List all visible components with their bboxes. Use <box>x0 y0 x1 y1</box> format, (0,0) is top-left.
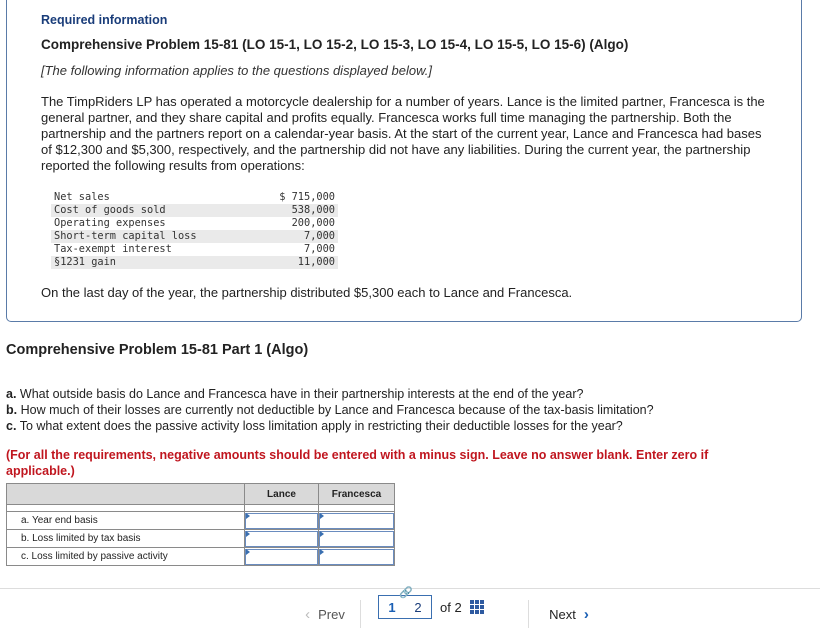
results-amount: 200,000 <box>291 217 335 229</box>
prev-button[interactable] <box>290 600 361 628</box>
part-title: Comprehensive Problem 15-81 Part 1 (Algo) <box>6 342 309 358</box>
flag-icon <box>246 531 250 537</box>
question-a: a. What outside basis do Lance and Francesca have in their partnership interests at the end of the year? <box>6 387 584 401</box>
lance-loss-passive-input[interactable] <box>245 549 318 565</box>
results-label: Operating expenses <box>54 217 166 229</box>
required-info-heading: Required information <box>41 13 168 27</box>
results-amount: 7,000 <box>262 230 338 243</box>
results-amount: $ 715,000 <box>279 191 335 203</box>
next-label: Next <box>549 606 576 622</box>
flag-icon <box>246 549 250 555</box>
distribution-note: On the last day of the year, the partnership distributed $5,300 each to Lance and Francesca. <box>41 285 573 300</box>
question-list <box>6 386 654 434</box>
results-amount: 11,000 <box>262 256 338 269</box>
results-row <box>51 243 338 256</box>
row-label: a. Year end basis <box>7 512 245 530</box>
row-label: b. Loss limited by tax basis <box>7 530 245 548</box>
results-row <box>51 217 338 230</box>
link-icon: 🔗 <box>399 587 413 599</box>
prev-label: Prev <box>318 606 345 622</box>
instruction-warning: (For all the requirements, negative amounts should be entered with a minus sign. Leave no answer blank. Enter zero if applicable.) <box>6 448 709 478</box>
results-row <box>51 230 338 243</box>
results-label: §1231 gain <box>51 256 262 269</box>
chevron-right-icon: › <box>583 605 589 623</box>
results-label: Tax-exempt interest <box>54 243 172 255</box>
problem-paragraph: The TimpRiders LP has operated a motorcycle dealership for a number of years. Lance is the limited partner, Francesca is the general partner, and they share capital and profits equally. Francesca works full time managing the partnership. Both the partnership and the partners report on a calendar-year basis. At the start of the current year, Lance and Francesca had bases of $12,300 and $5,300, respectively, and the partnership did not have any liabilities. During the current year, the partnership reported the following results from operations: <box>41 94 765 173</box>
flag-icon <box>320 549 324 555</box>
page-count: of 2 <box>440 600 462 615</box>
pagination <box>378 587 484 619</box>
results-row <box>51 204 338 217</box>
answer-table-header <box>7 484 395 505</box>
francesca-year-end-basis-input[interactable] <box>319 513 394 529</box>
page-2-button[interactable]: 2 <box>414 599 422 615</box>
francesca-loss-passive-input[interactable] <box>319 549 394 565</box>
question-c: c. To what extent does the passive activity loss limitation apply in restricting their deductible losses for the year? <box>6 419 623 433</box>
grid-view-icon[interactable] <box>470 600 484 614</box>
results-table <box>51 191 338 269</box>
results-amount: 538,000 <box>262 204 338 217</box>
page-selector <box>378 587 432 619</box>
results-label: Net sales <box>54 191 110 203</box>
next-button[interactable] <box>528 600 609 628</box>
applies-note: [The following information applies to the questions displayed below.] <box>41 63 432 78</box>
results-label: Short-term capital loss <box>51 230 262 243</box>
flag-icon <box>246 513 250 519</box>
question-b: b. How much of their losses are currently not deductible by Lance and Francesca because of the tax-basis limitation? <box>6 403 654 417</box>
column-header-lance: Lance <box>245 484 319 505</box>
table-row <box>7 530 395 548</box>
table-row <box>7 512 395 530</box>
answer-table <box>6 483 395 566</box>
results-row <box>51 256 338 269</box>
results-label: Cost of goods sold <box>51 204 262 217</box>
lance-loss-tax-basis-input[interactable] <box>245 531 318 547</box>
results-amount: 7,000 <box>304 243 335 255</box>
page-1-button[interactable]: 1 <box>388 599 396 615</box>
row-label: c. Loss limited by passive activity <box>7 548 245 566</box>
flag-icon <box>320 513 324 519</box>
chevron-left-icon: ‹ <box>305 605 311 623</box>
column-header-francesca: Francesca <box>319 484 395 505</box>
results-row <box>51 191 338 204</box>
lance-year-end-basis-input[interactable] <box>245 513 318 529</box>
francesca-loss-tax-basis-input[interactable] <box>319 531 394 547</box>
flag-icon <box>320 531 324 537</box>
problem-title: Comprehensive Problem 15-81 (LO 15-1, LO 15-2, LO 15-3, LO 15-4, LO 15-5, LO 15-6) (Algo) <box>41 37 629 52</box>
table-row <box>7 548 395 566</box>
